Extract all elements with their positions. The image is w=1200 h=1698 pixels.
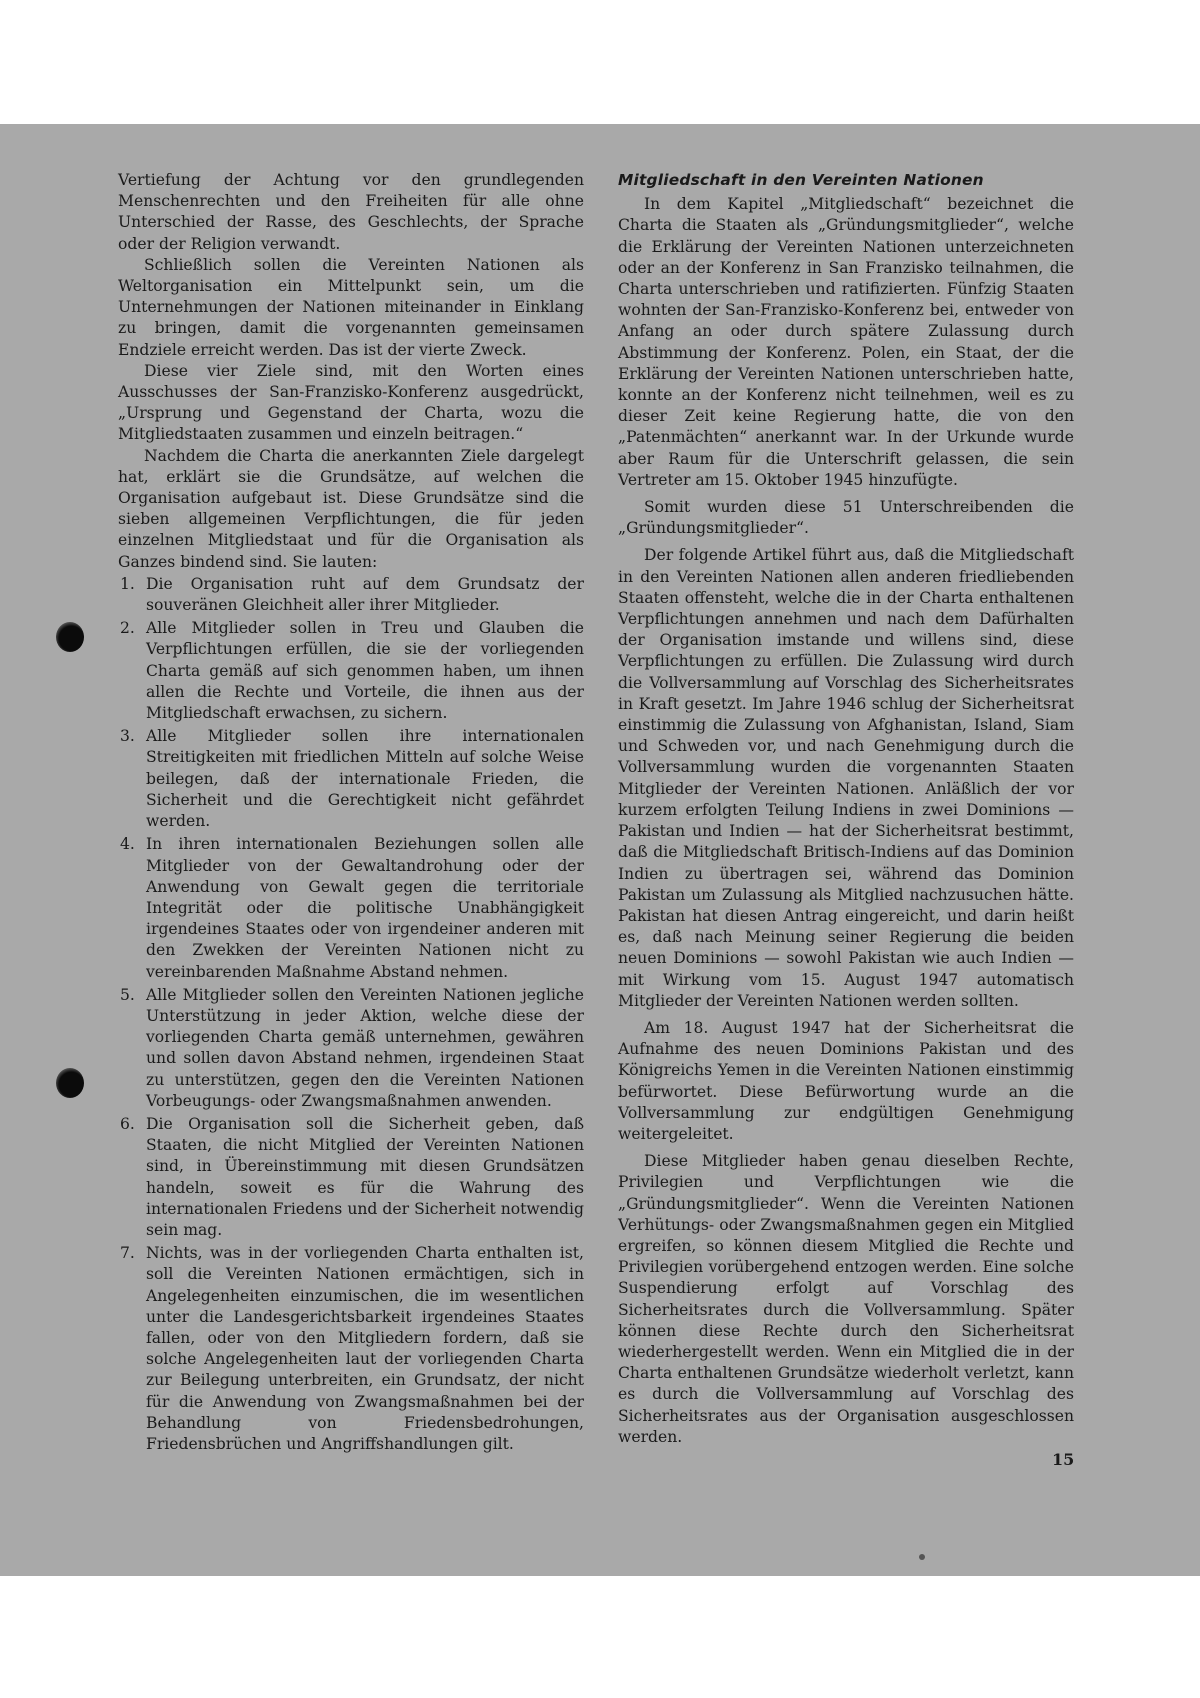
list-item xyxy=(118,726,584,832)
list-text: Die Organisation ruht auf dem Grundsatz der souveränen Gleichheit aller ihrer Mitglieder. xyxy=(146,574,584,615)
list-text: Nichts, was in der vorliegenden Charta enthalten ist, soll die Vereinten Nationen ermächtigen, sich in Angelegenheiten einzumischen, die im wesentlichen unter die Landesgerichtsbarkeit irgendeines Staates fallen, oder von den Mitgliedern fordern, daß sie solche Angelegenheiten laut der vorliegenden Charta zur Beilegung unterbreiten, ein Grundsatz, der nicht für die Anwendung von Zwangsmaßnahmen bei der Behandlung von Friedensbedrohungen, Friedensbrüchen und Angriffshandlungen gilt. xyxy=(146,1244,584,1453)
right-column xyxy=(618,170,1074,1448)
list-number: 6. xyxy=(120,1114,135,1133)
paragraph: Schließlich sollen die Vereinten Nationen als Weltorganisation ein Mittelpunkt sein, um die Unternehmungen der Nationen miteinander in Einklang zu bringen, damit die vorgenannten gemeinsamen Endziele erreicht werden. Das ist der vierte Zweck. xyxy=(118,255,584,359)
paragraph: Diese Mitglieder haben genau dieselben Rechte, Privilegien und Verpflichtungen wie die „Gründungsmitglieder“. Wenn die Vereinten Nationen Verhütungs- oder Zwangsmaßnahmen gegen ein Mitglied ergreifen, so können diesem Mitglied die Rechte und Privilegien vorübergehend entzogen werden. Eine solche Suspendierung erfolgt auf Vorschlag des Sicherheitsrates durch die Vollversammlung. Später können diese Rechte durch den Sicherheitsrat wiederhergestellt werden. Wenn ein Mitglied die in der Charta enthaltenen Grundsätze wiederholt verletzt, kann es durch die Vollversammlung auf Vorschlag des Sicherheitsrates aus der Organisation ausgeschlossen werden. xyxy=(618,1152,1074,1446)
list-number: 3. xyxy=(120,727,135,746)
paragraph: Der folgende Artikel führt aus, daß die Mitgliedschaft in den Vereinten Nationen allen anderen friedliebenden Staaten offensteht, welche die in der Charta enthaltenen Verpflichtungen annehmen und nach dem Dafürhalten der Organisation imstande und willens sind, diese Verpflichtungen zu erfüllen. Die Zulassung wird durch die Vollversammlung auf Vorschlag des Sicherheitsrates in Kraft gesetzt. Im Jahre 1946 schlug der Sicherheitsrat einstimmig die Zulassung von Afghanistan, Island, Siam und Schweden vor, und nach Genehmigung durch die Vollversammlung wurden die vorgenannten Staaten Mitglieder der Vereinten Nationen. Anläßlich der vor kurzem erfolgten Teilung Indiens in zwei Dominions — Pakistan und Indien — hat der Sicherheitsrat bestimmt, daß die Mitgliedschaft Britisch-Indiens auf das Dominion Indien zu übertragen sei, während das Dominion Pakistan um Zulassung als Mitglied nachzusuchen hätte. Pakistan hat diesen Antrag eingereicht, und darin heißt es, daß nach Meinung seiner Regierung die beiden neuen Dominions — sowohl Pakistan wie auch Indien — mit Wirkung vom 15. August 1947 automatisch Mitglieder der Vereinten Nationen werden sollten. xyxy=(618,546,1074,1010)
list-number: 7. xyxy=(120,1244,135,1263)
list-item xyxy=(118,985,584,1112)
list-number: 4. xyxy=(120,835,135,854)
list-text: Alle Mitglieder sollen ihre internationalen Streitigkeiten mit friedlichen Mitteln auf solche Weise beilegen, daß der internationale Frieden, die Sicherheit und die Gerechtigkeit nicht gefährdet werden. xyxy=(146,727,584,831)
list-text: Alle Mitglieder sollen den Vereinten Nationen jegliche Unterstützung in jeder Aktion, welche diese der vorliegenden Charta gemäß unternehmen, gewähren und sollen davon Abstand nehmen, irgendeinen Staat zu unterstützen, gegen den die Vereinten Nationen Vorbeugungs- oder Zwangsmaßnahmen anwenden. xyxy=(146,985,584,1110)
list-text: Alle Mitglieder sollen in Treu und Glauben die Verpflichtungen erfüllen, die sie der vorliegenden Charta gemäß auf sich genommen haben, um ihnen allen die Rechte und Vorteile, die ihnen aus der Mitgliedschaft erwachsen, zu sichern. xyxy=(146,619,584,723)
punch-hole xyxy=(56,622,84,652)
list-text: Die Organisation soll die Sicherheit geben, daß Staaten, die nicht Mitglied der Vereinten Nationen sind, in Übereinstimmung mit diesen Grundsätzen handeln, soweit es für die Wahrung des internationalen Friedens und der Sicherheit notwendig sein mag. xyxy=(146,1114,584,1239)
list-item xyxy=(118,618,584,724)
left-column xyxy=(118,170,584,1457)
list-text: In ihren internationalen Beziehungen sollen alle Mitglieder von der Gewaltandrohung oder der Anwendung von Gewalt gegen die territoriale Integrität oder die politische Unabhängigkeit irgendeines Staates oder von irgendeiner anderen mit den Zwekken der Vereinten Nationen nicht zu vereinbarenden Maßnahme Abstand nehmen. xyxy=(146,835,584,981)
section-heading: Mitgliedschaft in den Vereinten Nationen xyxy=(618,171,984,189)
paragraph: Am 18. August 1947 hat der Sicherheitsrat die Aufnahme des neuen Dominions Pakistan und des Königreichs Yemen in die Vereinten Nationen einstimmig befürwortet. Diese Befürwortung wurde an die Vollversammlung zur endgültigen Genehmigung weitergeleitet. xyxy=(618,1018,1074,1143)
list-item xyxy=(118,834,584,982)
list-item xyxy=(118,1243,584,1455)
paragraph: Somit wurden diese 51 Unterschreibenden die „Gründungsmitglieder“. xyxy=(618,498,1074,538)
list-item xyxy=(118,574,584,616)
paragraph: Vertiefung der Achtung vor den grundlegenden Menschenrechten und den Freiheiten für alle ohne Unterschied der Rasse, des Geschlechts, der Sprache oder der Religion verwandt. xyxy=(118,171,584,253)
paragraph: In dem Kapitel „Mitgliedschaft“ bezeichnet die Charta die Staaten als „Gründungsmitglieder“, welche die Erklärung der Vereinten Nationen unterzeichneten oder an der Konferenz in San Franzisko teilnahmen, die Charta unterschrieben und ratifizierten. Fünfzig Staaten wohnten der San-Franzisko-Konferenz bei, entweder von Anfang an oder durch spätere Zulassung durch Abstimmung der Konferenz. Polen, ein Staat, der die Erklärung der Vereinten Nationen unterschrieben hatte, konnte an der Konferenz nicht teilnehmen, weil es zu dieser Zeit keine Regierung hatte, die von den „Patenmächten“ anerkannt war. In der Urkunde wurde aber Raum für die Unterschrift gelassen, die sein Vertreter am 15. Oktober 1945 hinzufügte. xyxy=(618,195,1074,489)
scanned-page xyxy=(0,124,1200,1576)
paragraph: Diese vier Ziele sind, mit den Worten eines Ausschusses der San-Franzisko-Konferenz ausgedrückt, „Ursprung und Gegenstand der Charta, wozu die Mitgliedstaaten zusammen und einzeln beitragen.“ xyxy=(118,361,584,444)
list-item xyxy=(118,1114,584,1241)
page-number: 15 xyxy=(1052,1450,1075,1469)
ink-speck xyxy=(919,1554,925,1560)
paragraph: Nachdem die Charta die anerkannten Ziele dargelegt hat, erklärt sie die Grundsätze, auf welchen die Organisation aufgebaut ist. Diese Grundsätze sind die sieben allgemeinen Verpflichtungen, die für jeden einzelnen Mitgliedstaat und für die Organisation als Ganzes bindend sind. Sie lauten: xyxy=(118,446,584,571)
list-number: 5. xyxy=(120,985,135,1004)
list-number: 1. xyxy=(120,574,135,593)
list-number: 2. xyxy=(120,619,135,638)
punch-hole xyxy=(56,1068,84,1098)
principles-list xyxy=(118,574,584,1455)
